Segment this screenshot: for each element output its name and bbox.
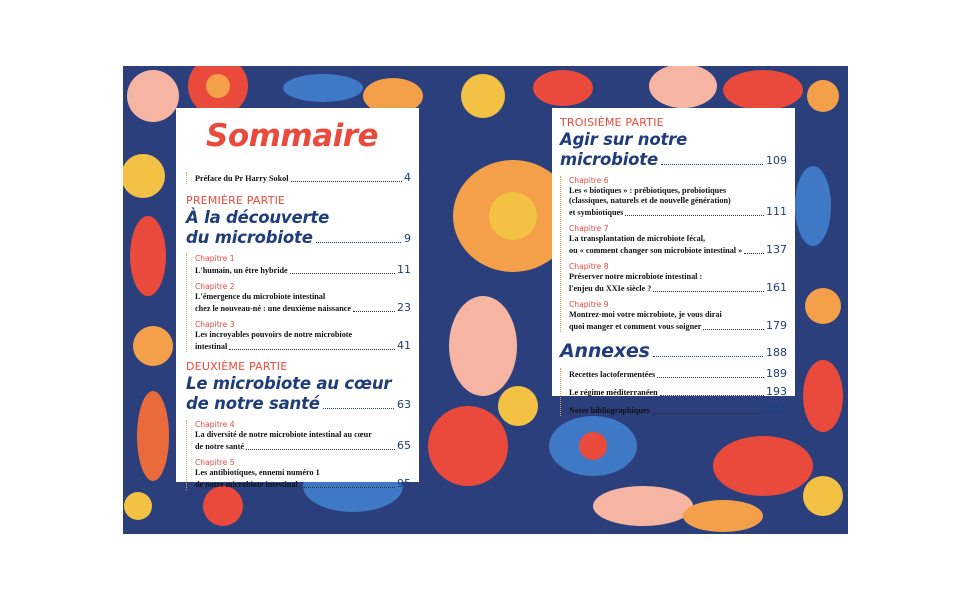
chapter-page: 65: [397, 439, 411, 452]
toc-entry-chapter-5[interactable]: [195, 458, 411, 490]
chapter-title-line1: Les antibiotiques, ennemi numéro 1: [195, 468, 320, 477]
chapter-label: Chapitre 5: [195, 458, 235, 467]
chapter-label: Chapitre 1: [195, 254, 235, 263]
chapter-title-line1: La diversité de notre microbiote intestinal au cœur: [195, 430, 372, 439]
chapter-title-line1: Montrez-moi votre microbiote, je vous dirai: [569, 310, 722, 319]
annex-title: Notes bibliographiques: [569, 406, 650, 415]
toc-entry-chapter-1[interactable]: [195, 254, 411, 276]
toc-entry-chapter-8[interactable]: [569, 262, 787, 294]
annexes-title: Annexes: [560, 340, 650, 362]
chapter-title-line1: Les « biotiques » : prébiotiques, probiotiques: [569, 186, 727, 195]
part-3: [560, 116, 787, 332]
chapter-list: [560, 176, 787, 332]
toc-entry-annex[interactable]: [569, 368, 787, 380]
chapter-label: Chapitre 8: [569, 262, 609, 271]
toc-entry-chapter-3[interactable]: [195, 320, 411, 352]
toc-entry-preface[interactable]: [195, 172, 411, 184]
toc-entry-annex[interactable]: [569, 404, 787, 416]
part-1: [186, 194, 411, 352]
part-label: TROISIÈME PARTIE: [560, 116, 664, 129]
chapter-list: [186, 420, 411, 490]
part-label: PREMIÈRE PARTIE: [186, 194, 286, 207]
chapter-page: 111: [766, 205, 787, 218]
part-title-line2: microbiote: [560, 150, 658, 169]
chapter-title-line3: et symbiotiques: [569, 208, 624, 217]
annexes-page: 188: [766, 346, 787, 359]
dot-leader: [657, 377, 764, 378]
part-2: [186, 360, 411, 490]
toc-entry-chapter-6[interactable]: [569, 176, 787, 218]
annex-title: Recettes lactofermentées: [569, 370, 656, 379]
chapter-title-line2: de notre santé: [195, 442, 244, 451]
toc-entry-part-3[interactable]: [560, 150, 787, 170]
toc-entry-part-1[interactable]: [186, 228, 411, 248]
chapter-page: 23: [397, 301, 411, 314]
dot-leader: [291, 181, 402, 182]
dot-leader: [323, 408, 394, 409]
chapter-page: 41: [397, 339, 411, 352]
dot-leader: [652, 413, 764, 414]
toc-entry-annex[interactable]: [569, 386, 787, 398]
chapter-title: L'humain, un être hybride: [195, 266, 288, 275]
toc-entry-annexes[interactable]: [560, 340, 787, 362]
toc-entry-chapter-7[interactable]: [569, 224, 787, 256]
chapter-title-line2: l'enjeu du XXIe siècle ?: [569, 284, 652, 293]
dot-leader: [300, 487, 395, 488]
contents-panel-right: [552, 108, 795, 416]
chapter-page: 95: [397, 477, 411, 490]
dot-leader: [661, 164, 763, 165]
chapter-title-line2: de notre microbiote intestinal: [195, 480, 298, 489]
chapter-page: 161: [766, 281, 787, 294]
toc-entry-chapter-4[interactable]: [195, 420, 411, 452]
dot-leader: [229, 349, 395, 350]
chapter-list: [186, 254, 411, 352]
dot-leader: [703, 329, 764, 330]
preface-page: 4: [404, 171, 411, 184]
annex-list: [560, 368, 787, 416]
chapter-title-line2: ou « comment changer son microbiote intestinal »: [569, 246, 743, 255]
annex-page: 189: [766, 367, 787, 380]
part-title-line1: Agir sur notre: [560, 130, 688, 149]
chapter-title-line1: Les incroyables pouvoirs de notre microbiote: [195, 330, 353, 339]
page-title: Sommaire: [206, 118, 379, 154]
part-page: 9: [404, 232, 411, 245]
chapter-label: Chapitre 7: [569, 224, 609, 233]
chapter-title-line1: Préserver notre microbiote intestinal :: [569, 272, 703, 281]
chapter-page: 179: [766, 319, 787, 332]
part-title-line1: À la découverte: [186, 208, 330, 227]
chapter-title-line2: quoi manger et comment vous soigner: [569, 322, 702, 331]
dot-leader: [353, 311, 395, 312]
chapter-title-line1: La transplantation de microbiote fécal,: [569, 234, 706, 243]
chapter-title-line2: (classiques, naturels et de nouvelle génération): [569, 196, 731, 205]
part-title-line2: du microbiote: [186, 228, 313, 247]
dot-leader: [246, 449, 395, 450]
preface-block: [186, 172, 411, 184]
part-page: 63: [397, 398, 411, 411]
dot-leader: [653, 356, 763, 357]
preface-text: Préface du Pr Harry Sokol: [195, 174, 289, 183]
chapter-page: 11: [397, 263, 411, 276]
part-title-line2: de notre santé: [186, 394, 320, 413]
annex-title: Le régime méditerranéen: [569, 388, 658, 397]
dot-leader: [290, 273, 395, 274]
chapter-label: Chapitre 9: [569, 300, 609, 309]
chapter-title-line2: chez le nouveau-né : une deuxième naissance: [195, 304, 352, 313]
chapter-page: 137: [766, 243, 787, 256]
part-page: 109: [766, 154, 787, 167]
chapter-label: Chapitre 4: [195, 420, 235, 429]
chapter-label: Chapitre 2: [195, 282, 235, 291]
toc-entry-part-2[interactable]: [186, 394, 411, 414]
part-title-line1: Le microbiote au cœur: [186, 374, 392, 393]
chapter-label: Chapitre 6: [569, 176, 609, 185]
chapter-title-line2: intestinal: [195, 342, 228, 351]
chapter-title-line1: L'émergence du microbiote intestinal: [195, 292, 326, 301]
annexes-section: [560, 340, 787, 416]
dot-leader: [660, 395, 764, 396]
annex-page: 193: [766, 385, 787, 398]
dot-leader: [653, 291, 764, 292]
toc-entry-chapter-9[interactable]: [569, 300, 787, 332]
dot-leader: [625, 215, 764, 216]
contents-panel-left: [176, 108, 419, 490]
toc-entry-chapter-2[interactable]: [195, 282, 411, 314]
dot-leader: [316, 242, 401, 243]
part-label: DEUXIÈME PARTIE: [186, 360, 288, 373]
dot-leader: [744, 253, 764, 254]
annex-page: 201: [766, 403, 787, 416]
chapter-label: Chapitre 3: [195, 320, 235, 329]
